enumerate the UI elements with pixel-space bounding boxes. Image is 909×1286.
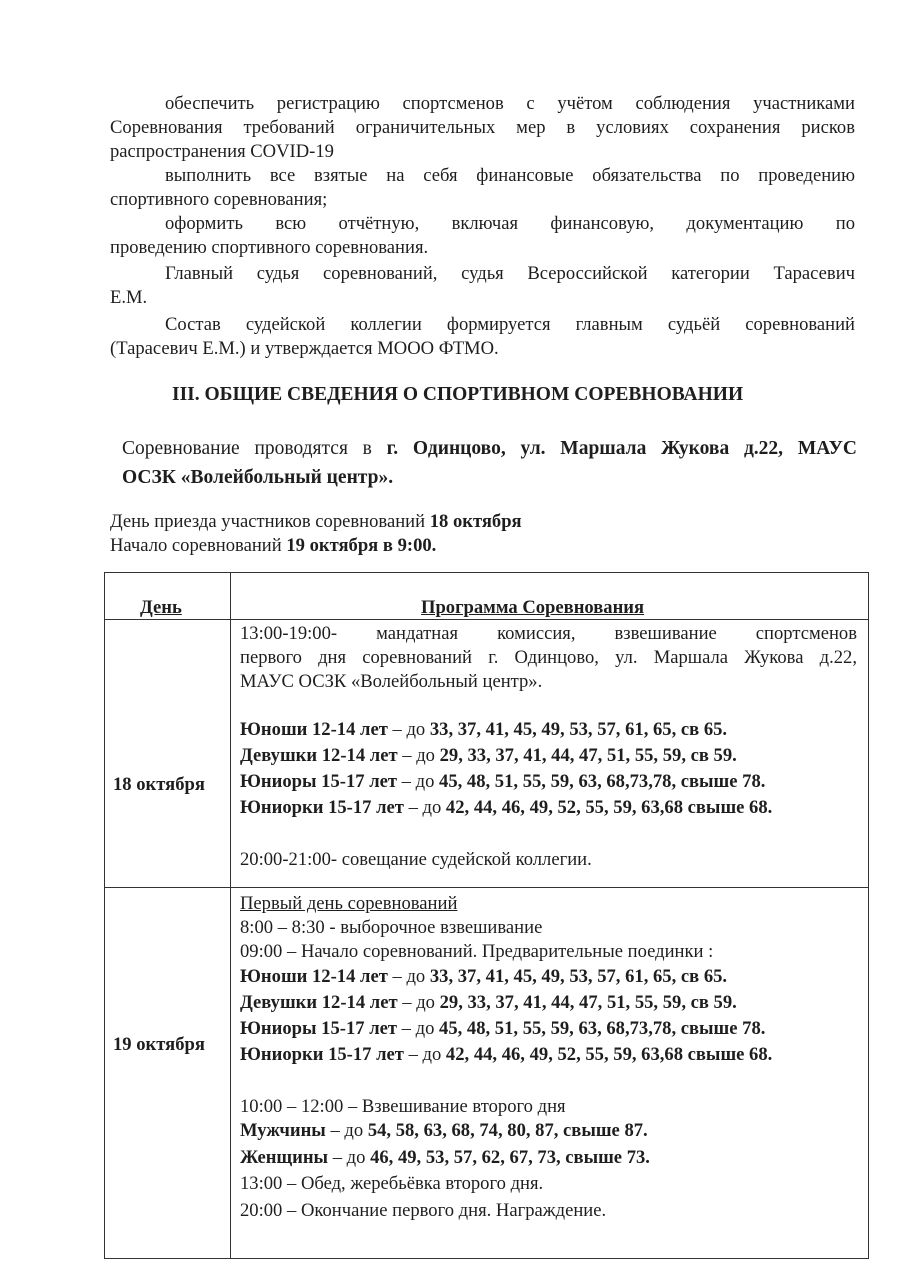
category-name: Юниорки 15-17 лет: [240, 797, 404, 818]
venue-line-2: [122, 463, 393, 493]
day-label: 19 октября: [113, 1034, 205, 1055]
header-program-cell: [231, 573, 869, 620]
category-sep: – до: [328, 1147, 371, 1168]
category-name: Мужчины: [240, 1120, 326, 1141]
program-line: первого дня соревнований г. Одинцово, ул. Маршала Жукова д.22,: [240, 647, 857, 668]
intro-line: Соревнования требований ограничительных мер в условиях сохранения рисков: [110, 117, 855, 138]
header-program: Программа Соревнования: [421, 597, 645, 618]
category-weights: 42, 44, 46, 49, 52, 55, 59, 63,68 свыше 68.: [445, 1044, 773, 1065]
table-header-row: [105, 573, 869, 620]
category-line: [240, 770, 765, 794]
category-sep: – до: [403, 797, 446, 818]
category-name: Юноши 12-14 лет: [240, 966, 388, 987]
category-sep: – до: [387, 719, 430, 740]
category-name: Девушки 12-14 лет: [240, 745, 398, 766]
category-line: [240, 1017, 765, 1041]
intro-line: распространения COVID-19: [110, 141, 334, 162]
intro-line: Е.М.: [110, 287, 148, 308]
start-label: Начало соревнований: [110, 535, 287, 556]
header-day: День: [140, 597, 182, 618]
category-weights: 45, 48, 51, 55, 59, 63, 68,73,78, свыше 78.: [439, 1018, 766, 1039]
category-line: [240, 718, 727, 742]
venue-address: г. Одинцово, ул. Маршала Жукова д.22, МАУС: [386, 438, 857, 459]
category-weights: 29, 33, 37, 41, 44, 47, 51, 55, 59, св 59.: [439, 992, 737, 1013]
program-line: 10:00 – 12:00 – Взвешивание второго дня: [240, 1096, 566, 1117]
category-weights: 54, 58, 63, 68, 74, 80, 87, свыше 87.: [367, 1120, 648, 1141]
category-name: Юниоры 15-17 лет: [240, 1018, 398, 1039]
start-value: 19 октября в 9:00.: [286, 535, 437, 556]
venue-line-1: [122, 434, 857, 464]
category-line: [240, 965, 727, 989]
program-line: 20:00 – Окончание первого дня. Награждение.: [240, 1200, 607, 1221]
category-weights: 33, 37, 41, 45, 49, 53, 57, 61, 65, св 65.: [429, 966, 728, 987]
category-sep: – до: [403, 1044, 446, 1065]
day-cell: [105, 888, 231, 1259]
category-weights: 42, 44, 46, 49, 52, 55, 59, 63,68 свыше 68.: [445, 797, 773, 818]
category-weights: 29, 33, 37, 41, 44, 47, 51, 55, 59, св 59.: [439, 745, 737, 766]
category-name: Юниоры 15-17 лет: [240, 771, 398, 792]
category-line: [240, 1043, 772, 1067]
intro-line: выполнить все взятые на себя финансовые обязательства по проведению: [165, 165, 855, 186]
category-weights: 45, 48, 51, 55, 59, 63, 68,73,78, свыше 78.: [439, 771, 766, 792]
category-line: [240, 796, 772, 820]
venue-prefix: Соревнование проводятся в: [122, 438, 387, 459]
category-name: Женщины: [240, 1147, 329, 1168]
category-sep: – до: [397, 1018, 440, 1039]
category-line: [240, 744, 737, 768]
intro-line: проведению спортивного соревнования.: [110, 237, 429, 258]
program-line: МАУС ОСЗК «Волейбольный центр».: [240, 671, 543, 692]
category-sep: – до: [325, 1120, 368, 1141]
category-name: Юниорки 15-17 лет: [240, 1044, 404, 1065]
program-cell: [231, 888, 869, 1259]
program-line: 20:00-21:00- совещание судейской коллегии.: [240, 849, 592, 870]
category-sep: – до: [397, 992, 440, 1013]
program-table: [104, 572, 869, 1259]
arrival-label: День приезда участников соревнований: [110, 511, 430, 532]
program-line: 13:00-19:00- мандатная комиссия, взвешивание спортсменов: [240, 623, 857, 644]
intro-line: (Тарасевич Е.М.) и утверждается МООО ФТМО.: [110, 338, 499, 359]
category-sep: – до: [397, 745, 440, 766]
arrival-day: [110, 510, 522, 534]
category-line: [240, 1146, 650, 1170]
day-cell: [105, 620, 231, 888]
category-weights: 33, 37, 41, 45, 49, 53, 57, 61, 65, св 65.: [429, 719, 728, 740]
program-cell: [231, 620, 869, 888]
intro-line: оформить всю отчётную, включая финансовую, документацию по: [165, 213, 855, 234]
program-line: 13:00 – Обед, жеребьёвка второго дня.: [240, 1173, 544, 1194]
venue-place: ОСЗК «Волейбольный центр».: [122, 467, 394, 488]
category-weights: 46, 49, 53, 57, 62, 67, 73, свыше 73.: [370, 1147, 650, 1168]
category-line: [240, 1119, 648, 1143]
intro-line: спортивного соревнования;: [110, 189, 328, 210]
intro-line: Состав судейской коллегии формируется главным судьёй соревнований: [165, 314, 855, 335]
intro-line: обеспечить регистрацию спортсменов с учётом соблюдения участниками: [165, 93, 855, 114]
category-line: [240, 991, 737, 1015]
section-title: III. ОБЩИЕ СВЕДЕНИЯ О СПОРТИВНОМ СОРЕВНОВАНИИ: [172, 384, 744, 405]
category-sep: – до: [397, 771, 440, 792]
arrival-value: 18 октября: [429, 511, 522, 532]
table-row: [105, 620, 869, 888]
start-day: [110, 534, 436, 558]
category-name: Девушки 12-14 лет: [240, 992, 398, 1013]
header-day-cell: [105, 573, 231, 620]
table-row: [105, 888, 869, 1259]
category-name: Юноши 12-14 лет: [240, 719, 388, 740]
category-sep: – до: [387, 966, 430, 987]
program-line: 8:00 – 8:30 - выборочное взвешивание: [240, 917, 543, 938]
program-line: 09:00 – Начало соревнований. Предварительные поединки :: [240, 941, 714, 962]
program-subheading: Первый день соревнований: [240, 893, 458, 914]
intro-line: Главный судья соревнований, судья Всероссийской категории Тарасевич: [165, 263, 855, 284]
day-label: 18 октября: [113, 774, 205, 795]
